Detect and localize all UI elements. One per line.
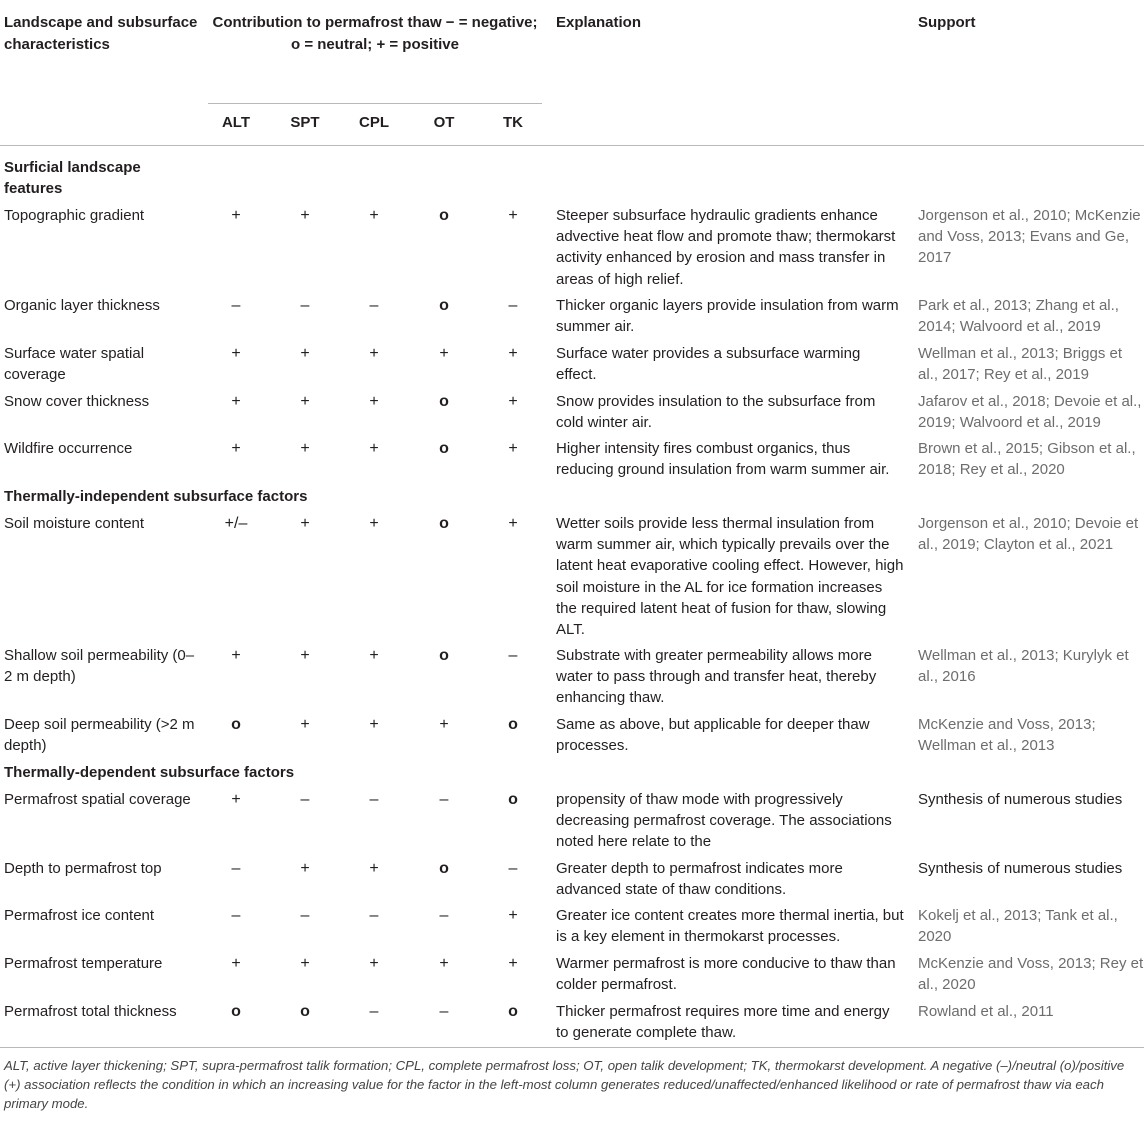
ot-value: o [439,860,449,877]
tk-value: + [508,907,518,924]
spt-value: + [300,393,310,410]
ot-value: – [439,1003,449,1020]
cpl-value: + [369,515,379,532]
table-footnote: ALT, active layer thickening; SPT, supra-permafrost talik formation; CPL, complete permafrost loss; OT, open talik development; TK, thermokarst development. A negative (–)/neutral (o)/positive (+) association reflects the condition in which an increasing value for the factor in the left-most column generates reduced/unaffected/enhanced likelihood or rate of permafrost thaw via each primary mode. [4,1058,1125,1111]
factor-name: Deep soil permeability (>2 m depth) [4,716,195,755]
tk-value: + [508,515,518,532]
factor-name: Snow cover thickness [4,393,150,410]
spt-value: + [300,515,310,532]
mode-header-alt: ALT [221,114,251,131]
support-text: Jafarov et al., 2018; Devoie et al., 2019; Walvoord et al., 2019 [918,393,1142,432]
explanation-text: propensity of thaw mode with progressively decreasing permafrost coverage. The associations noted here relate to the [556,791,892,851]
alt-value: + [231,440,241,457]
support-text: Synthesis of numerous studies [918,860,1123,877]
explanation-text: Steeper subsurface hydraulic gradients enhance advective heat flow and promote thaw; thermokarst activity enhanced by erosion and mass transfer in areas of high relief. [556,207,896,288]
alt-value: + [231,647,241,664]
mode-header-spt: SPT [290,114,320,131]
support-text: Wellman et al., 2013; Briggs et al., 2017; Rey et al., 2019 [918,345,1122,384]
explanation-text: Surface water provides a subsurface warming effect. [556,345,861,384]
spt-value: + [300,647,310,664]
explanation-text: Same as above, but applicable for deeper thaw processes. [556,716,870,755]
alt-value: – [231,297,241,314]
ot-value: + [439,955,449,972]
ot-value: – [439,907,449,924]
spt-value: + [300,345,310,362]
alt-value: – [231,860,241,877]
spt-value: – [300,297,310,314]
factor-name: Topographic gradient [4,207,145,224]
factor-name: Wildfire occurrence [4,440,133,457]
ot-value: o [439,647,449,664]
tk-value: + [508,393,518,410]
spt-value: – [300,791,310,808]
alt-value: + [231,791,241,808]
header-contribution: Contribution to permafrost thaw − = negative; o = neutral; + = positive [212,14,538,53]
spt-value: + [300,207,310,224]
factor-name: Permafrost temperature [4,955,163,972]
ot-value: o [439,207,449,224]
tk-value: – [508,860,518,877]
factor-name: Organic layer thickness [4,297,160,314]
cpl-value: + [369,345,379,362]
cpl-value: + [369,716,379,733]
factor-name: Permafrost ice content [4,907,155,924]
factor-name: Soil moisture content [4,515,145,532]
support-text: McKenzie and Voss, 2013; Wellman et al., 2013 [918,716,1096,755]
ot-value: – [439,791,449,808]
factor-name: Permafrost spatial coverage [4,791,191,808]
spt-value: + [300,860,310,877]
cpl-value: + [369,955,379,972]
explanation-text: Thicker organic layers provide insulation from warm summer air. [556,297,899,336]
spt-value: o [300,1003,310,1020]
factor-name: Permafrost total thickness [4,1003,177,1020]
spt-value: + [300,440,310,457]
support-text: Brown et al., 2015; Gibson et al., 2018; Rey et al., 2020 [918,440,1136,479]
mode-header-tk: TK [503,114,523,131]
alt-value: – [231,907,241,924]
ot-value: o [439,297,449,314]
section-surficial: Surficial landscape features [4,159,141,197]
factor-name: Depth to permafrost top [4,860,162,877]
support-text: McKenzie and Voss, 2013; Rey et al., 2020 [918,955,1144,994]
support-text: Jorgenson et al., 2010; Devoie et al., 2019; Clayton et al., 2021 [918,515,1139,554]
ot-value: o [439,393,449,410]
tk-value: o [508,791,518,808]
support-text: Jorgenson et al., 2010; McKenzie and Voss, 2013; Evans and Ge, 2017 [918,207,1141,267]
cpl-value: + [369,393,379,410]
alt-value: o [231,1003,241,1020]
factor-name: Surface water spatial coverage [4,345,145,384]
cpl-value: – [369,1003,379,1020]
alt-value: + [231,393,241,410]
explanation-text: Substrate with greater permeability allows more water to pass through and transfer heat, thereby enhancing thaw. [556,647,877,707]
tk-value: + [508,955,518,972]
alt-value: + [231,345,241,362]
explanation-text: Wetter soils provide less thermal insulation from warm summer air, which typically prevails over the latent heat evaporative cooling effect. However, high soil moisture in the AL for ice formation increases the required latent heat of fusion for thaw, slowing ALT. [556,515,904,639]
header-subrule [208,103,542,104]
ot-value: o [439,515,449,532]
cpl-value: + [369,860,379,877]
cpl-value: – [369,907,379,924]
alt-value: +/– [224,515,248,532]
support-text: Park et al., 2013; Zhang et al., 2014; Walvoord et al., 2019 [918,297,1119,336]
explanation-text: Snow provides insulation to the subsurface from cold winter air. [556,393,876,432]
tk-value: + [508,345,518,362]
support-text: Kokelj et al., 2013; Tank et al., 2020 [918,907,1118,946]
factor-name: Shallow soil permeability (0–2 m depth) [4,647,195,686]
footer-rule [0,1047,1144,1048]
tk-value: – [508,297,518,314]
support-text: Rowland et al., 2011 [918,1003,1054,1020]
support-text: Synthesis of numerous studies [918,791,1123,808]
spt-value: + [300,716,310,733]
explanation-text: Greater depth to permafrost indicates more advanced state of thaw conditions. [556,860,843,899]
header-rule [0,145,1144,146]
ot-value: + [439,345,449,362]
section-dependent: Thermally-dependent subsurface factors [4,764,295,781]
ot-value: o [439,440,449,457]
spt-value: – [300,907,310,924]
explanation-text: Warmer permafrost is more conducive to thaw than colder permafrost. [556,955,896,994]
explanation-text: Thicker permafrost requires more time and energy to generate complete thaw. [556,1003,890,1042]
cpl-value: – [369,297,379,314]
cpl-value: + [369,207,379,224]
tk-value: o [508,1003,518,1020]
explanation-text: Higher intensity fires combust organics, thus reducing ground insulation from warm summer air. [556,440,890,479]
support-text: Wellman et al., 2013; Kurylyk et al., 2016 [918,647,1129,686]
tk-value: – [508,647,518,664]
alt-value: + [231,207,241,224]
cpl-value: + [369,440,379,457]
header-explanation: Explanation [556,14,642,31]
spt-value: + [300,955,310,972]
cpl-value: – [369,791,379,808]
explanation-text: Greater ice content creates more thermal inertia, but is a key element in thermokarst processes. [556,907,904,946]
header-landscape: Landscape and subsurface characteristics [4,14,198,53]
mode-header-ot: OT [433,114,455,131]
alt-value: + [231,955,241,972]
cpl-value: + [369,647,379,664]
tk-value: + [508,207,518,224]
header-support: Support [918,14,976,31]
section-independent: Thermally-independent subsurface factors [4,488,308,505]
mode-header-cpl: CPL [359,114,389,131]
alt-value: o [231,716,241,733]
ot-value: + [439,716,449,733]
tk-value: + [508,440,518,457]
tk-value: o [508,716,518,733]
